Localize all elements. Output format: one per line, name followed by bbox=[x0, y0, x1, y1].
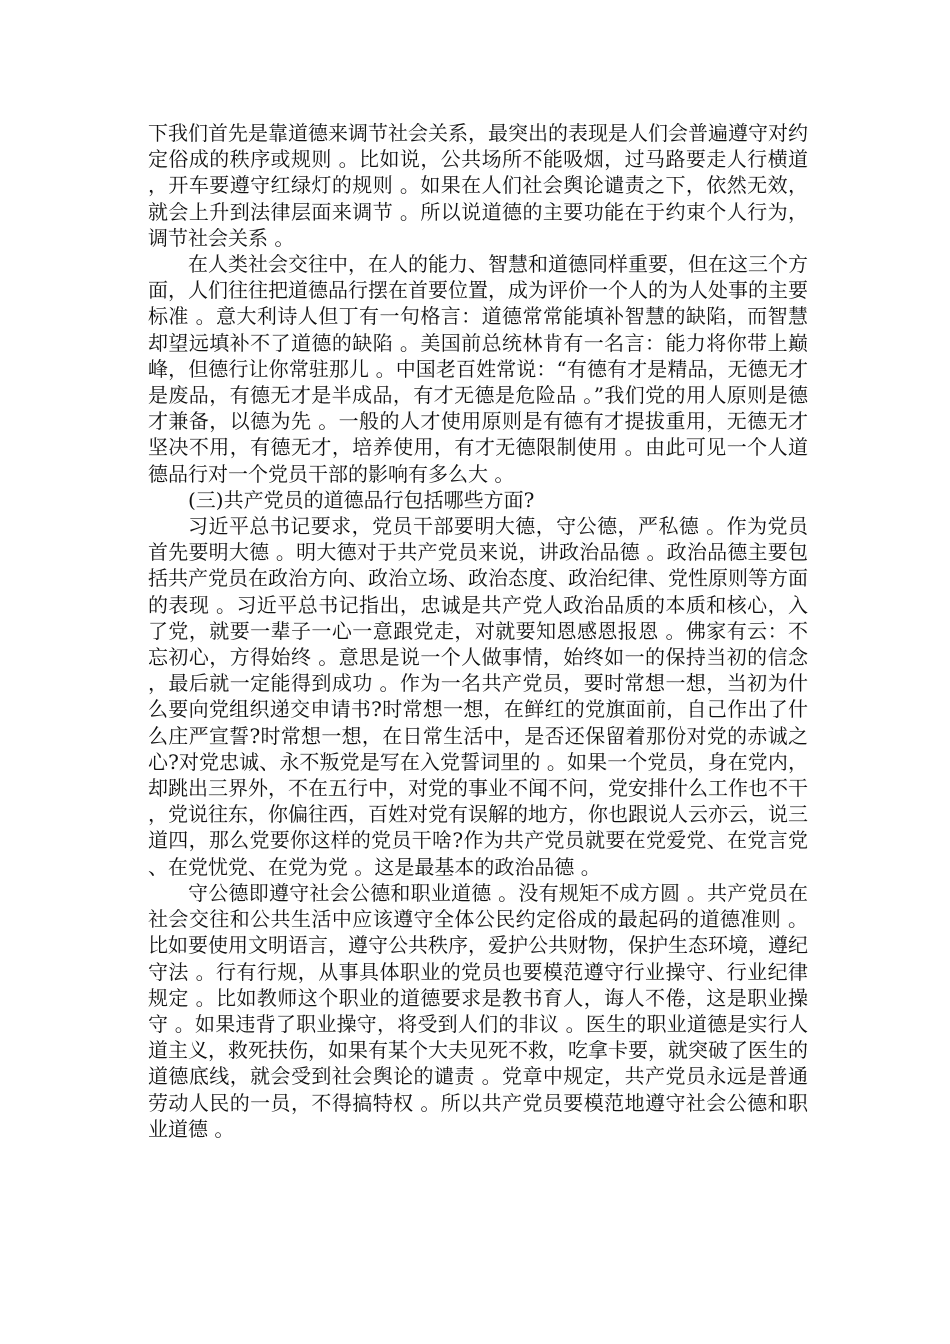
document-page bbox=[148, 120, 808, 1142]
paragraph-2: 在人类社会交往中，在人的能力、智慧和道德同样重要，但在这三个方面，人们往往把道德品行摆在首要位置，成为评价一个人的为人处事的主要标准 。意大利诗人但丁有一句格言：道德常常能填补智慧的缺陷，而智慧却望远填补不了道德的缺陷 。美国前总统林肯有一名言：能力将你带上巅峰，但德行让你常驻那儿 。中国老百姓常说：“有德有才是精品，无德无才是废品，有德无才是半成品，有才无德是危险品 。”我们党的用人原则是德才兼备，以德为先 。一般的人才使用原则是有德有才提拔重用，无德无才坚决不用，有德无才，培养使用，有才无德限制使用 。由此可见一个人道德品行对一个党员干部的影响有多么大 。 bbox=[148, 252, 808, 486]
paragraph-4: 习近平总书记要求，党员干部要明大德，守公德，严私德 。作为党员首先要明大德 。明大德对于共产党员来说，讲政治品德 。政治品德主要包括共产党员在政治方向、政治立场、政治态度、政治纪律、党性原则等方面的表现 。习近平总书记指出，忠诚是共产党人政治品质的本质和核心，入了党，就要一辈子一心一意跟党走，对就要知恩感恩报恩 。佛家有云：不忘初心，方得始终 。意思是说一个人做事情，始终如一的保持当初的信念，最后就一定能得到成功 。作为一名共产党员，要时常想一想，当初为什么要向党组织递交申请书?时常想一想，在鲜红的党旗面前，自己作出了什么庄严宣誓?时常想一想，在日常生活中，是否还保留着那份对党的赤诚之心?对党忠诚、永不叛党是写在入党誓词里的 。如果一个党员，身在党内，却跳出三界外，不在五行中，对党的事业不闻不问，党安排什么工作也不干，党说往东，你偏往西，百姓对党有误解的地方，你也跟说人云亦云，说三道四，那么党要你这样的党员干啥?作为共产党员就要在党爱党、在党言党、在党忧党、在党为党 。这是最基本的政治品德 。 bbox=[148, 514, 808, 879]
paragraph-1: 下我们首先是靠道德来调节社会关系，最突出的表现是人们会普遍遵守对约定俗成的秩序或规则 。比如说，公共场所不能吸烟，过马路要走人行横道，开车要遵守红绿灯的规则 。如果在人们社会舆论谴责之下，依然无效，就会上升到法律层面来调节 。所以说道德的主要功能在于约束个人行为，调节社会关系 。 bbox=[148, 121, 808, 250]
section-heading-3: (三)共产党员的道德品行包括哪些方面? bbox=[188, 487, 535, 512]
paragraph-5: 守公德即遵守社会公德和职业道德 。没有规矩不成方圆 。共产党员在社会交往和公共生活中应该遵守全体公民约定俗成的最起码的道德准则 。比如要使用文明语言，遵守公共秩序，爱护公共财物，保护生态环境，遵纪守法 。行有行规，从事具体职业的党员也要模范遵守行业操守、行业纪律规定 。比如教师这个职业的道德要求是教书育人，诲人不倦，这是职业操守 。如果违背了职业操守，将受到人们的非议 。医生的职业道德是实行人道主义，救死扶伤，如果有某个大夫见死不救，吃拿卡要，就突破了医生的道德底线，就会受到社会舆论的谴责 。党章中规定，共产党员永远是普通劳动人民的一员，不得搞特权 。所以共产党员要模范地遵守社会公德和职业道德 。 bbox=[148, 880, 808, 1141]
